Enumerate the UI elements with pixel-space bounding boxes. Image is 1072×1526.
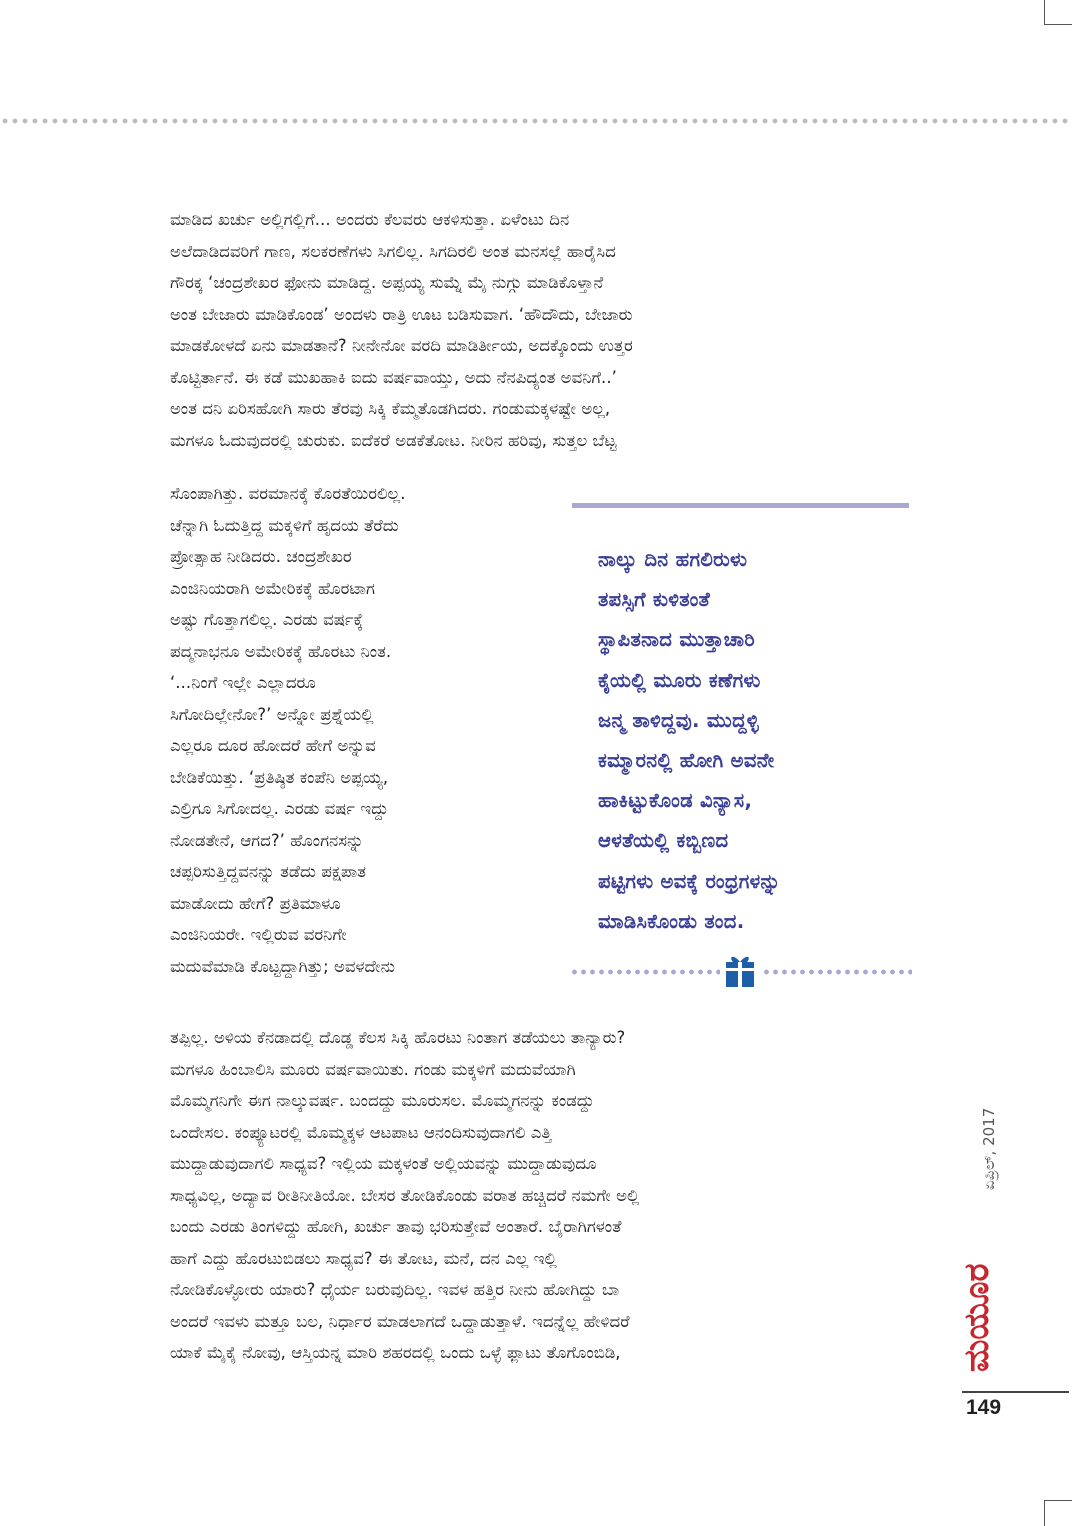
body-line: ಅಂತ ದನಿ ಏರಿಸಹೋಗಿ ಸಾರು ತೆರವು ಸಿಕ್ಕಿ ಕೆಮ್ಮತೊಡಗಿದರು. ಗಂಡುಮಕ್ಕಳಷ್ಟೇ ಅಲ್ಲ,: [170, 399, 611, 418]
body-line: ತಪ್ಪಿಲ್ಲ. ಅಳಿಯ ಕೆನಡಾದಲ್ಲಿ ದೊಡ್ಡ ಕೆಲಸ ಸಿಕ್ಕಿ ಹೊರಟು ನಿಂತಾಗ ತಡೆಯಲು ತಾನ್ಯಾರು?: [170, 1028, 626, 1047]
pullquote-dotted-divider-right: [762, 968, 912, 976]
pullquote-line: ಜನ್ಮ ತಾಳಿದ್ದವು. ಮುದ್ದಳ್ಳಿ: [598, 708, 760, 732]
body-line: ಎಲ್ರಿಗೂ ಸಿಗೋದಲ್ಲ. ಎರಡು ವರ್ಷ ಇದ್ದು: [170, 799, 389, 818]
body-line: ಕೊಟ್ಟಿರ್ತಾನೆ. ಈ ಕಡೆ ಮುಖಹಾಕಿ ಐದು ವರ್ಷವಾಯ್ತು, ಅದು ನೆನಪಿದ್ಯಂತ ಅವನಿಗೆ..’: [170, 367, 617, 387]
body-line: ಮುದ್ದಾಡುವುದಾಗಲಿ ಸಾಧ್ಯವ? ಇಲ್ಲಿಯ ಮಕ್ಕಳಂತೆ ಅಲ್ಲಿಯವನ್ನು ಮುದ್ದಾಡುವುದೂ: [170, 1154, 597, 1173]
pullquote-line: ಪಟ್ಟಿಗಳು ಅವಕ್ಕೆ ರಂಧ್ರಗಳನ್ನು: [598, 869, 781, 893]
crop-mark-top-right: [1044, 0, 1072, 25]
body-line: ಮಾಡಕೋಳದೆ ಏನು ಮಾಡತಾನೆ? ನೀನೇನೋ ವರದಿ ಮಾಡಿರ್ತೀಯ, ಅದಕ್ಕೊಂದು ಉತ್ತರ: [170, 336, 633, 355]
body-line: ಅಷ್ಟು ಗೊತ್ತಾಗಲಿಲ್ಲ. ಎರಡು ವರ್ಷಕ್ಕೆ: [170, 610, 364, 629]
pullquote-dotted-divider-left: [570, 968, 720, 976]
body-line: ಚಪ್ಪರಿಸುತ್ತಿದ್ದವನನ್ನು ತಡೆದು ಪಕ್ಷಪಾತ: [170, 862, 367, 881]
body-line: ಬೇಡಿಕೆಯಿತ್ತು. ‘ಪ್ರತಿಷ್ಠಿತ ಕಂಪೆನಿ ಅಪ್ಪಯ್ಯ,: [170, 767, 389, 787]
body-line: ಮಗಳೂ ಓದುವುದರಲ್ಲಿ ಚುರುಕು. ಐದೆಕರೆ ಅಡಕೆತೋಟ. ನೀರಿನ ಹರಿವು, ಸುತ್ತಲ ಬೆಟ್ಟ: [170, 430, 617, 450]
body-line: ಬಂದು ಎರಡು ತಿಂಗಳಿದ್ದು ಹೋಗಿ, ಖರ್ಚು ತಾವು ಭರಿಸುತ್ತೇವೆ ಅಂತಾರೆ. ಬೈರಾಗಿಗಳಂತೆ: [170, 1217, 622, 1236]
issue-date: ಏಪ್ರಿಲ್, 2017: [980, 1107, 998, 1190]
body-line: ಎಂಜಿನಿಯರೇ. ಇಲ್ಲಿರುವ ವರನಿಗೇ: [170, 925, 347, 944]
body-line: ಎಂಜಿನಿಯರಾಗಿ ಅಮೇರಿಕಕ್ಕೆ ಹೊರಟಾಗ: [170, 578, 375, 598]
pullquote-line: ಕೈಯಲ್ಲಿ ಮೂರು ಕಣೆಗಳು: [598, 668, 761, 692]
header-dotted-divider: [0, 117, 1072, 125]
pullquote: [598, 540, 781, 942]
pullquote-line: ಮಾಡಿಸಿಕೊಂಡು ತಂದ.: [598, 909, 745, 933]
gift-icon: [724, 952, 756, 988]
body-line: ಪದ್ಮನಾಭನೂ ಅಮೇರಿಕಕ್ಕೆ ಹೊರಟು ನಿಂತ.: [170, 641, 392, 661]
body-line: ಮದುವೆಮಾಡಿ ಕೊಟ್ಟದ್ದಾಗಿತ್ತು; ಅವಳದೇನು: [170, 956, 396, 976]
body-line: ಗೌರಕ್ಕ ‘ಚಂದ್ರಶೇಖರ ಫೋನು ಮಾಡಿದ್ದ. ಅಪ್ಪಯ್ಯ ಸುಮ್ನೆ ಮೈ ನುಗ್ಗು ಮಾಡಿಕೊಳ್ತಾನೆ: [170, 273, 604, 292]
body-line: ಅಂತ ಬೇಜಾರು ಮಾಡಿಕೊಂಡ’ ಅಂದಳು ರಾತ್ರಿ ಊಟ ಬಡಿಸುವಾಗ. ‘ಹೌದೌದು, ಬೇಜಾರು: [170, 304, 633, 324]
body-line: ನೋಡಿಕೊಳ್ಳೋರು ಯಾರು? ಧೈರ್ಯ ಬರುವುದಿಲ್ಲ. ಇವಳ ಹತ್ತಿರ ನೀನು ಹೋಗಿದ್ದು ಬಾ: [170, 1280, 620, 1299]
page-number-rule: [962, 1391, 1069, 1393]
pullquote-line: ಆಳತೆಯಲ್ಲಿ ಕಬ್ಬಿಣದ: [598, 829, 729, 853]
body-line: ಚೆನ್ನಾಗಿ ಓದುತ್ತಿದ್ದ ಮಕ್ಕಳಿಗೆ ಹೃದಯ ತೆರೆದು: [170, 515, 399, 535]
body-line: ಸಿಗೋದಿಲ್ಲೇನೋ?’ ಅನ್ನೋ ಪ್ರಶ್ನೆಯಲ್ಲಿ: [170, 704, 374, 724]
body-line: ಸಾಧ್ಯವಿಲ್ಲ, ಅದ್ಯಾವ ರೀತಿನೀತಿಯೋ. ಬೇಸರ ತೋಡಿಕೊಂಡು ವರಾತ ಹಚ್ಚಿದರೆ ನಮಗೇ ಅಲ್ಲಿ: [170, 1185, 640, 1205]
body-line: ಮೊಮ್ಮಗನಿಗೇ ಈಗ ನಾಲ್ಕುವರ್ಷ. ಬಂದದ್ದು ಮೂರುಸಲ. ಮೊಮ್ಮಗನನ್ನು ಕಂಡದ್ದು: [170, 1091, 595, 1110]
body-line: ಸೊಂಪಾಗಿತ್ತು. ವರಮಾನಕ್ಕೆ ಕೊರತೆಯಿರಲಿಲ್ಲ.: [170, 484, 406, 503]
pullquote-line: ತಪಸ್ಸಿಗೆ ಕುಳಿತಂತೆ: [598, 588, 711, 612]
article-body-bottom: [170, 1022, 639, 1369]
article-body-top: [170, 204, 633, 456]
pullquote-line: ಕಮ್ಮಾರನಲ್ಲಿ ಹೋಗಿ ಅವನೇ: [598, 748, 775, 772]
body-line: ಯಾಕೆ ಮೈಕೈ ನೋವು, ಆಸ್ತಿಯನ್ನ ಮಾರಿ ಶಹರದಲ್ಲಿ ಒಂದು ಒಳ್ಳೆ ಫ್ಲಾಟು ತೊಗೊಂಬಿಡಿ,: [170, 1343, 621, 1362]
body-line: ಅಲೆದಾಡಿದವರಿಗೆ ಗಾಣ, ಸಲಕರಣೆಗಳು ಸಿಗಲಿಲ್ಲ. ಸಿಗದಿರಲಿ ಅಂತ ಮನಸಲ್ಲೆ ಹಾರೈಸಿದ: [170, 241, 616, 261]
body-line: ಹಾಗೆ ಎದ್ದು ಹೊರಟುಬಿಡಲು ಸಾಧ್ಯವ? ಈ ತೋಟ, ಮನೆ, ದನ ಎಲ್ಲ ಇಲ್ಲಿ: [170, 1248, 557, 1268]
body-line: ಮಗಳೂ ಹಿಂಬಾಲಿಸಿ ಮೂರು ವರ್ಷವಾಯಿತು. ಗಂಡು ಮಕ್ಕಳಿಗೆ ಮದುವೆಯಾಗಿ: [170, 1059, 576, 1079]
page-number: 149: [966, 1396, 1002, 1419]
body-line: ಅಂದರೆ ಇವಳು ಮತ್ತೂ ಬಲ, ನಿರ್ಧಾರ ಮಾಡಲಾಗದೆ ಒದ್ದಾಡುತ್ತಾಳೆ. ಇದನ್ನೆಲ್ಲ ಹೇಳಿದರೆ: [170, 1311, 630, 1331]
body-line: ಮಾಡೋದು ಹೇಗೆ? ಪ್ರತಿಮಾಳೂ: [170, 893, 341, 913]
pullquote-top-rule: [572, 503, 909, 508]
body-line: ಎಲ್ಲರೂ ದೂರ ಹೋದರೆ ಹೇಗೆ ಅನ್ನುವ: [170, 736, 376, 755]
body-line: ಪ್ರೋತ್ಸಾಹ ನೀಡಿದರು. ಚಂದ್ರಶೇಖರ: [170, 547, 352, 566]
body-line: ‘...ನಿಂಗೆ ಇಲ್ಲೇ ಎಲ್ಲಾದರೂ: [170, 673, 316, 692]
body-line: ಒಂದೇಸಲ. ಕಂಪ್ಯೂಟರಲ್ಲಿ ಮೊಮ್ಮಕ್ಕಳ ಆಟಪಾಟ ಆನಂದಿಸುವುದಾಗಲಿ ಎತ್ತಿ: [170, 1122, 552, 1142]
crop-mark-bottom-right: [1044, 1500, 1072, 1526]
magazine-logo: ಮಯೂರ: [957, 1263, 997, 1372]
pullquote-line: ನಾಲ್ಕು ದಿನ ಹಗಲಿರುಳು: [598, 548, 748, 571]
pullquote-line: ಹಾಕಿಟ್ಟುಕೊಂಡ ವಿನ್ಯಾಸ,: [598, 789, 753, 813]
article-body-narrow: [170, 478, 570, 982]
body-line: ನೋಡತೇನೆ, ಆಗದ?’ ಹೊಂಗನಸನ್ನು: [170, 830, 364, 850]
body-line: ಮಾಡಿದ ಖರ್ಚು ಅಲ್ಲಿಗಲ್ಲಿಗೆ... ಅಂದರು ಕೆಲವರು ಆಕಳಿಸುತ್ತಾ. ಏಳೆಂಟು ದಿನ: [170, 210, 570, 229]
pullquote-line: ಸ್ಥಾಪಿತನಾದ ಮುತ್ತಾಚಾರಿ: [598, 628, 756, 652]
